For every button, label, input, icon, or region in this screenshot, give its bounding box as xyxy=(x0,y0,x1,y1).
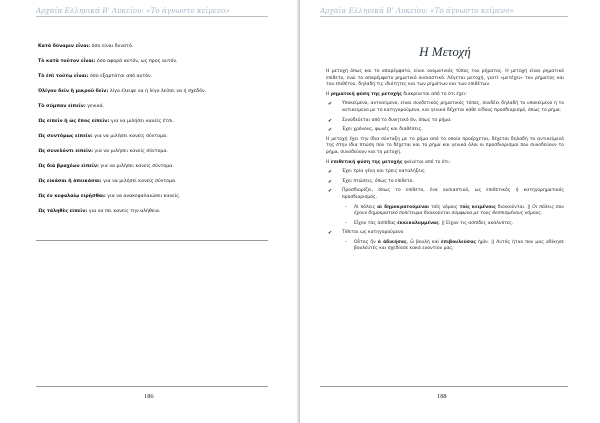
expression-meaning: για να μιλήσει κανείς σύντομα. xyxy=(98,163,174,169)
example-bold: ὁ ἀδικήσας xyxy=(377,239,407,245)
expression-term: Ὡς συνελόντι εἰπεῖν: xyxy=(38,148,93,154)
example-translation: Οι πόλεις που έχουν δημοκρατικό πολίτευμα διοικούνται σύμφωνα με τους θεσπισμένους νόμους. xyxy=(354,204,564,217)
adjectival-nature-heading xyxy=(326,160,564,167)
right-page-body xyxy=(326,69,564,256)
expression-meaning: για να μιλήσει κανείς σύντομα. xyxy=(93,148,168,154)
example-text: Εἶχον τὰς ἀσπίδας xyxy=(354,220,398,226)
list-item xyxy=(38,149,278,155)
list-item xyxy=(326,230,564,237)
heading-post: διακρίνεται από το ότι έχει: xyxy=(401,91,467,97)
expression-meaning: γενικά. xyxy=(85,103,105,109)
list-item xyxy=(38,209,278,215)
running-head-left: Αρχαία Ελληνικά Β' Λυκείου: «Το άγνωστο κείμενο» xyxy=(36,6,230,15)
heading-bold: ρηματική φύση της μετοχής xyxy=(330,91,402,97)
example-item xyxy=(326,221,564,228)
checkmark-icon: ✔ xyxy=(328,117,333,124)
header-rule-right xyxy=(320,16,568,17)
list-item xyxy=(326,188,564,201)
list-item xyxy=(326,101,564,114)
example-item xyxy=(326,205,564,218)
list-item xyxy=(38,44,278,50)
heading-pre: Η xyxy=(326,91,331,97)
checkmark-icon: ✔ xyxy=(328,101,333,108)
expression-meaning: για να πει κανείς την αλήθεια. xyxy=(87,208,161,214)
list-item xyxy=(38,119,278,125)
page-title: Η Μετοχή xyxy=(419,44,471,59)
expression-term: Ὡς διὰ βραχέων εἰπεῖν: xyxy=(38,163,99,169)
expression-term: Τὸ κατὰ τοῦτον εἶναι: xyxy=(38,58,96,64)
list-item xyxy=(326,127,564,134)
expression-term: Τὸ σύμπαν εἰπεῖν: xyxy=(38,103,86,109)
list-item xyxy=(38,164,278,170)
bullet-text: Έχει πτώσεις, όπως το επίθετο. xyxy=(342,178,414,184)
expression-meaning: όσο αφορά αυτόν, ως προς αυτόν. xyxy=(95,58,178,64)
list-item xyxy=(38,104,278,110)
expression-meaning: όσο εξαρτάται από αυτόν. xyxy=(88,73,153,79)
dash-icon: - xyxy=(345,204,347,210)
heading-post: φαίνεται από το ότι: xyxy=(402,159,451,165)
dash-icon: - xyxy=(345,239,347,245)
expression-term: Ὡς εἰκάσαι ἢ ἀπεικάσαι: xyxy=(38,178,102,184)
expression-term: Ὡς τἀληθὲς εἰπεῖν: xyxy=(38,208,88,214)
dash-icon: - xyxy=(345,220,347,226)
list-item xyxy=(38,74,278,80)
list-item xyxy=(326,179,564,186)
heading-bold: επιθετική φύση της μετοχής xyxy=(330,159,403,165)
checkmark-icon: ✔ xyxy=(328,230,333,237)
example-text: ἡμῖν. || Αυτός ήταν που μας αδίκησε βουλευτές και σχεδίασε κακά εναντίον μας. xyxy=(354,239,564,252)
footer-rule-right xyxy=(320,386,568,387)
bullet-text: Συνοδεύεται από το δυνητικό ἄν, όπως το ρήμα. xyxy=(342,117,452,123)
list-item xyxy=(38,134,278,140)
example-text: τοῖς νόμοις xyxy=(429,204,460,210)
checkmark-icon: ✔ xyxy=(328,178,333,185)
example-text: . || Είχαν τις ασπίδες ακάλυπτες. xyxy=(438,220,514,226)
expression-term: Ὡς συντόμως εἰπεῖν: xyxy=(38,133,93,139)
expression-meaning: λίγο έλειψε να ή λίγο λείπει να ή σχεδόν. xyxy=(108,88,207,94)
page-number-left: 186 xyxy=(144,393,154,400)
expression-term: Ὡς ἐν κεφαλαίῳ εἰρῆσθαι: xyxy=(38,193,106,199)
expression-term: Ὀλίγου δεῖν ἢ μικροῦ δεῖν: xyxy=(38,88,109,94)
bullet-text: Υποκείμενο, αντικείμενο, είναι συνδετικός ρηματικός τύπος, συνδέει δηλαδή το υποκείμενο ή το αντικείμενο με το κατηγορούμενο, και γενικά δέχεται κάθε είδους προσδιορισμό, όπως το ρήμα. xyxy=(342,101,564,113)
list-item xyxy=(38,89,278,95)
list-item xyxy=(38,59,278,65)
example-bold: ἐπιβουλεύσας xyxy=(441,239,476,245)
syntax-paragraph: Η μετοχή έχει την ίδια σύνταξη με το ρήμα από το οποίο προέρχεται, δέχεται δηλαδή το αντικείμενό της στην ίδια πτώση που το δέχεται και το ρήμα και γενικά όλοι οι προσδιορισμοί που συνοδεύουν το ρήμα, συνοδεύουν και τη μετοχή. xyxy=(326,136,564,155)
expression-meaning: για να μιλήσει κανείς έτσι. xyxy=(109,118,175,124)
section-end-rule xyxy=(36,240,268,241)
header-rule-left xyxy=(36,16,268,17)
checkmark-icon: ✔ xyxy=(328,188,333,195)
expression-term: Ὡς εἰπεῖν ἢ ὡς ἔπος εἰπεῖν: xyxy=(38,118,110,124)
bullet-text: Τίθεται ως κατηγορούμενο xyxy=(342,230,404,236)
list-item xyxy=(326,169,564,176)
checkmark-icon: ✔ xyxy=(328,127,333,134)
bullet-text: Έχει χρόνους, φωνές και διαθέσεις. xyxy=(342,127,423,133)
expression-term: Τὸ ἐπὶ τούτῳ εἶναι: xyxy=(38,73,89,79)
footer-rule-left xyxy=(36,386,268,387)
heading-pre: Η xyxy=(326,159,331,165)
expression-term: Κατὰ δύναμιν εἶναι: xyxy=(38,44,91,49)
expression-list xyxy=(38,44,278,224)
example-text: Αἱ πόλεις xyxy=(354,204,378,210)
intro-paragraph: Η μετοχή όπως και το απαρέμφατο, είναι ονοματικός τύπος του ρήματος. Η μετοχή είναι ρηματικό επίθετο, ενώ το απαρέμφατο ρηματικό ουσιαστικό. Λέγεται μετοχή, γιατί «μετέχει» του ρήματος και του επιθέτου, δηλαδή τις ιδιότητες και των ρημάτων και των επιθέτων. xyxy=(326,69,564,88)
example-bold: αἱ δημοκρατούμεναι xyxy=(377,204,430,210)
bullet-text: Έχει τρία γένη και τρεις καταλήξεις. xyxy=(342,169,427,175)
checkmark-icon: ✔ xyxy=(328,169,333,176)
verbal-nature-heading xyxy=(326,92,564,99)
example-text: διοικοῦνται. || xyxy=(495,204,531,210)
running-head-right: Αρχαία Ελληνικά Β' Λυκείου: «Το άγνωστο κείμενο» xyxy=(320,6,514,15)
example-bold: ἐκκεκαλυμμένας xyxy=(397,220,439,226)
bullet-text: Προσδιορίζει, όπως το επίθετο, ένα ουσιαστικό, ως επιθετικός ή κατηγορηματικός προσδιορισμός. xyxy=(342,188,564,200)
page-number-right: 188 xyxy=(437,393,447,400)
example-text: , ὦ βουλή καί xyxy=(406,239,442,245)
list-item xyxy=(326,118,564,125)
expression-meaning: για να μιλήσει κανείς σύντομα. xyxy=(101,178,177,184)
expression-meaning: για να ανακεφαλαιώσει κανείς. xyxy=(105,193,181,199)
expression-meaning: για να μιλήσει κανείς σύντομα. xyxy=(92,133,168,139)
example-bold: τοῖς κειμένοις xyxy=(459,204,496,210)
example-item xyxy=(326,240,564,253)
expression-meaning: όσο είναι δυνατό. xyxy=(90,44,134,49)
example-text: Οὗτος ἦν xyxy=(354,239,378,245)
list-item xyxy=(38,194,278,200)
list-item xyxy=(38,179,278,185)
